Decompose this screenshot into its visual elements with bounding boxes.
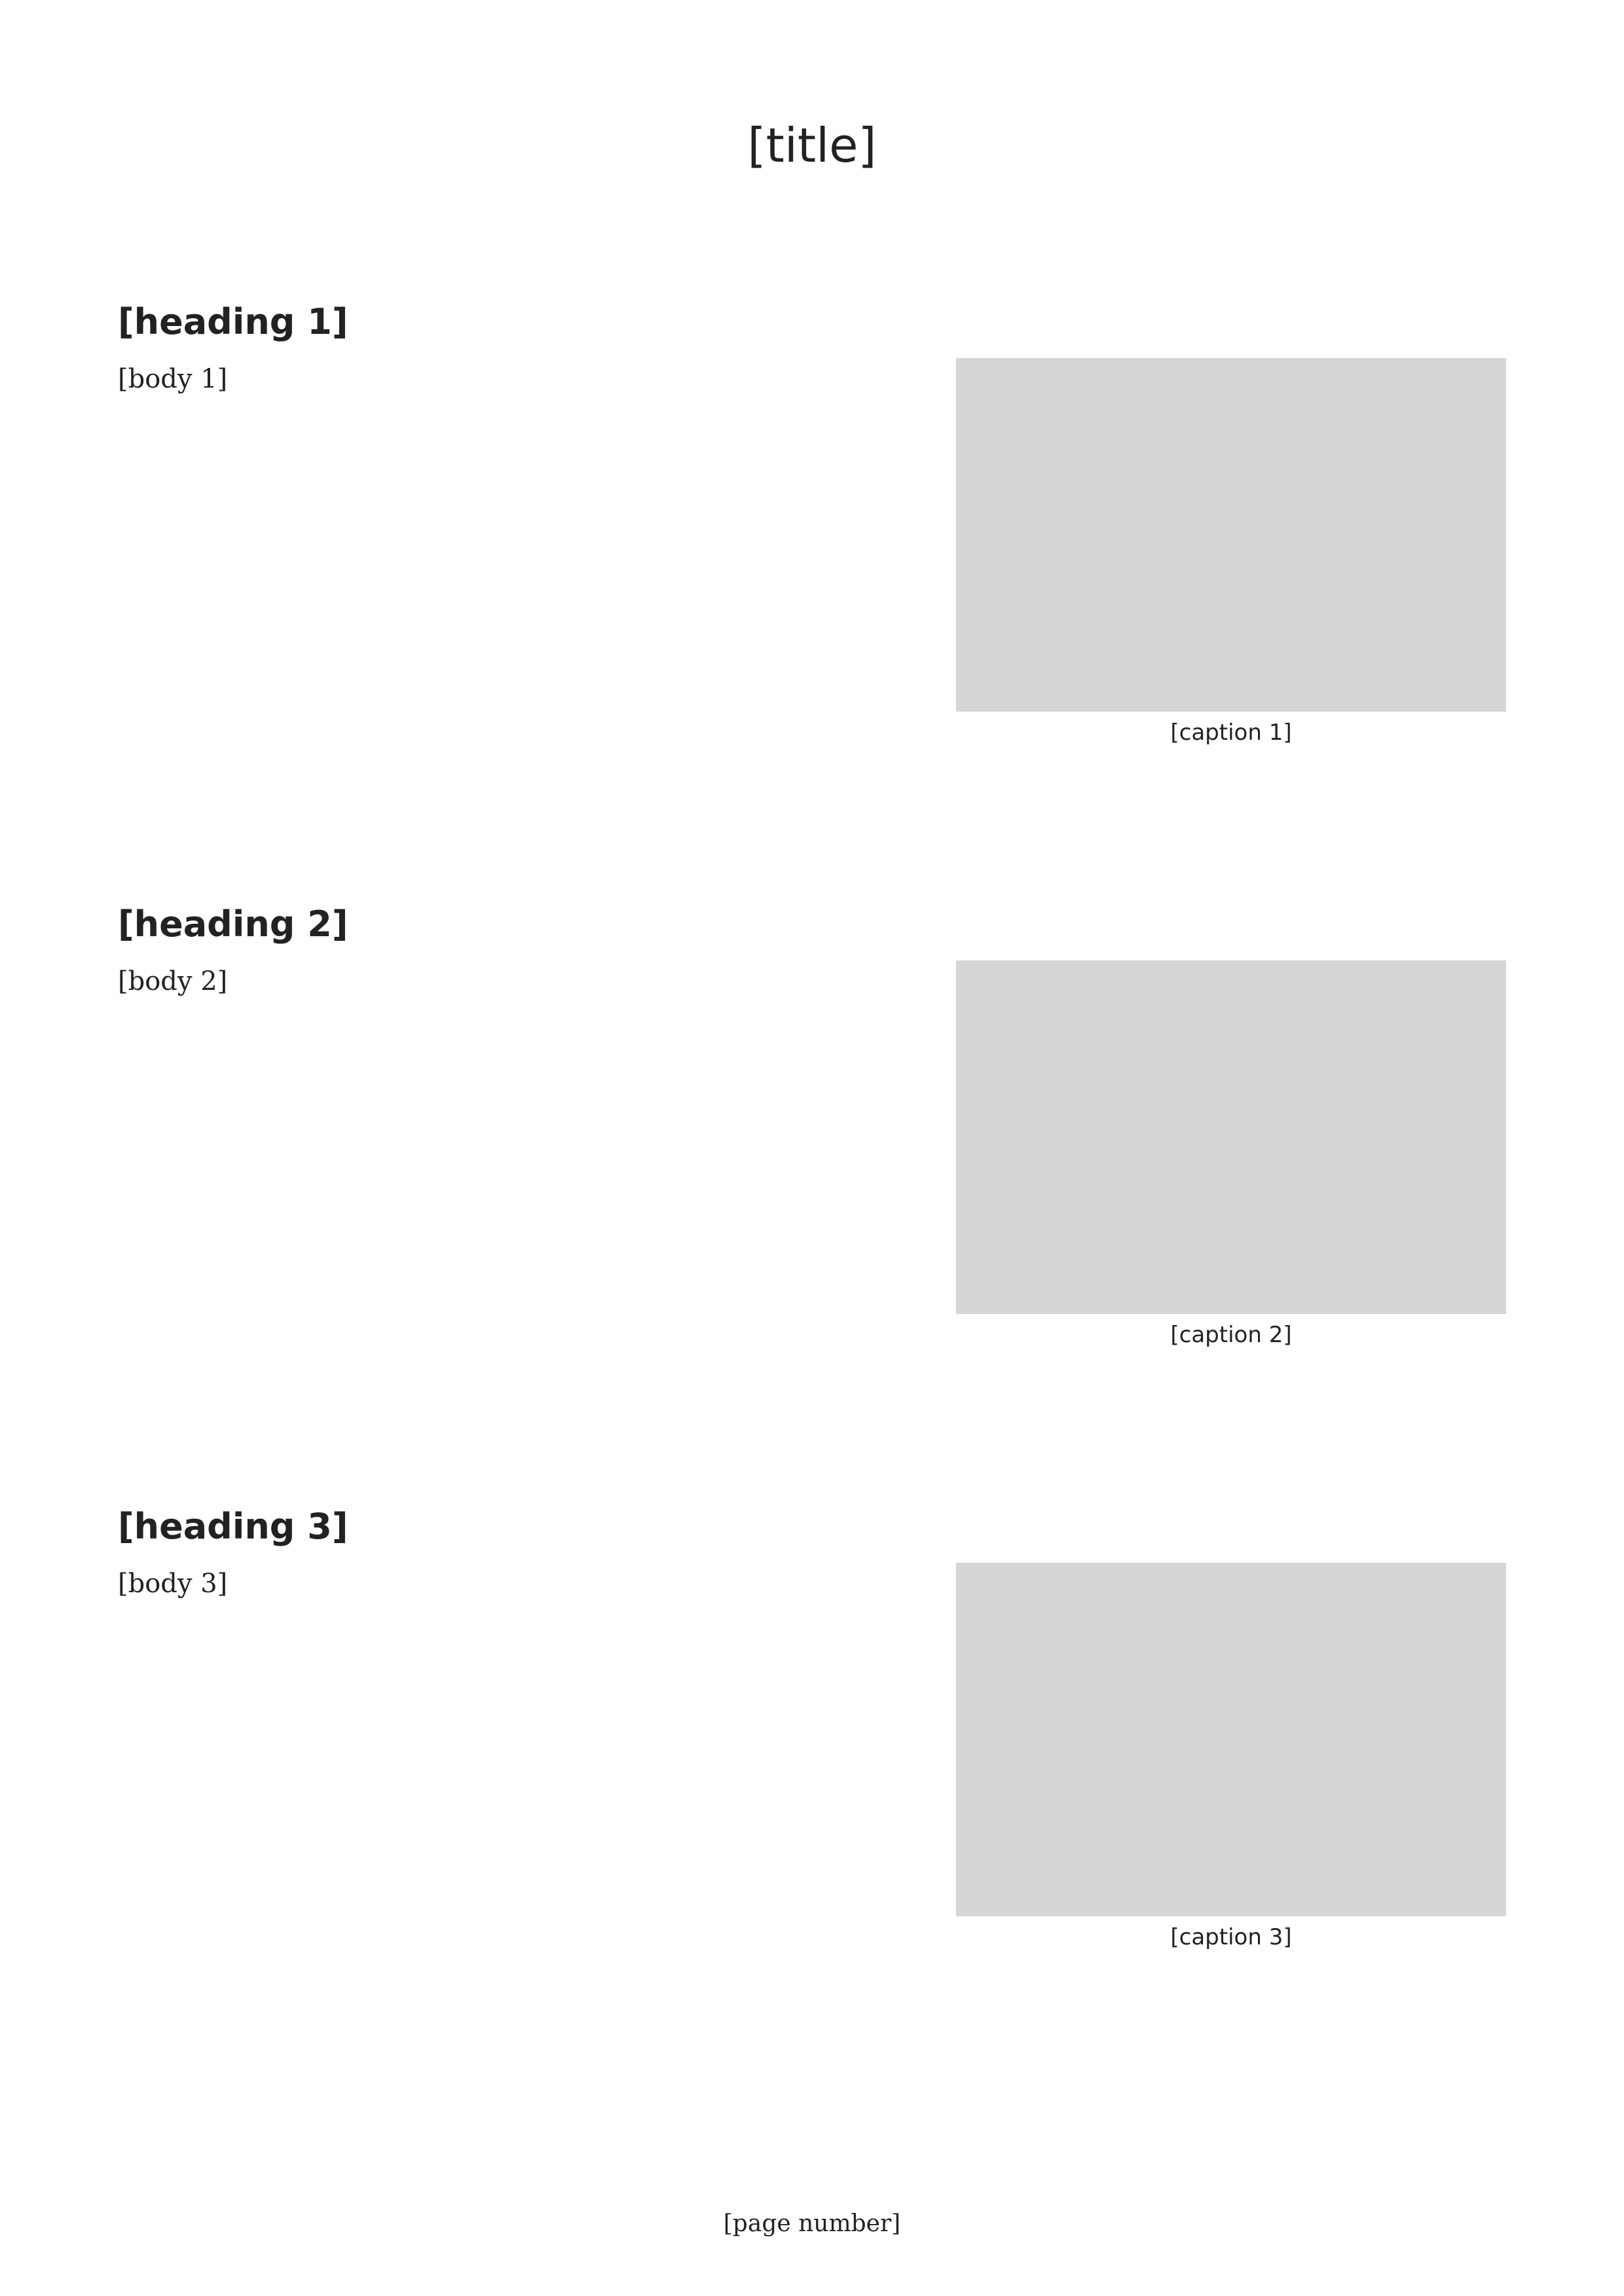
- page-number: [page number]: [723, 2210, 901, 2237]
- section-3: [118, 1506, 1506, 1950]
- section-2-heading: [heading 2]: [118, 903, 348, 945]
- page-title: [title]: [747, 118, 877, 173]
- section-2-caption: [caption 2]: [1170, 1322, 1292, 1348]
- section-1: [118, 301, 1506, 746]
- section-3-body: [body 3]: [118, 1569, 228, 1599]
- section-2: [118, 903, 1506, 1348]
- section-1-heading: [heading 1]: [118, 301, 348, 342]
- section-2-figure: [956, 960, 1506, 1348]
- section-1-caption: [caption 1]: [1170, 720, 1292, 746]
- section-1-figure: [956, 358, 1506, 746]
- section-3-photo: [956, 1563, 1506, 1916]
- section-2-photo: [956, 960, 1506, 1314]
- section-3-figure: [956, 1563, 1506, 1950]
- section-2-body: [body 2]: [118, 966, 228, 996]
- section-1-photo: [956, 358, 1506, 712]
- section-1-body: [body 1]: [118, 364, 228, 394]
- section-3-heading: [heading 3]: [118, 1506, 348, 1547]
- section-3-caption: [caption 3]: [1170, 1924, 1292, 1950]
